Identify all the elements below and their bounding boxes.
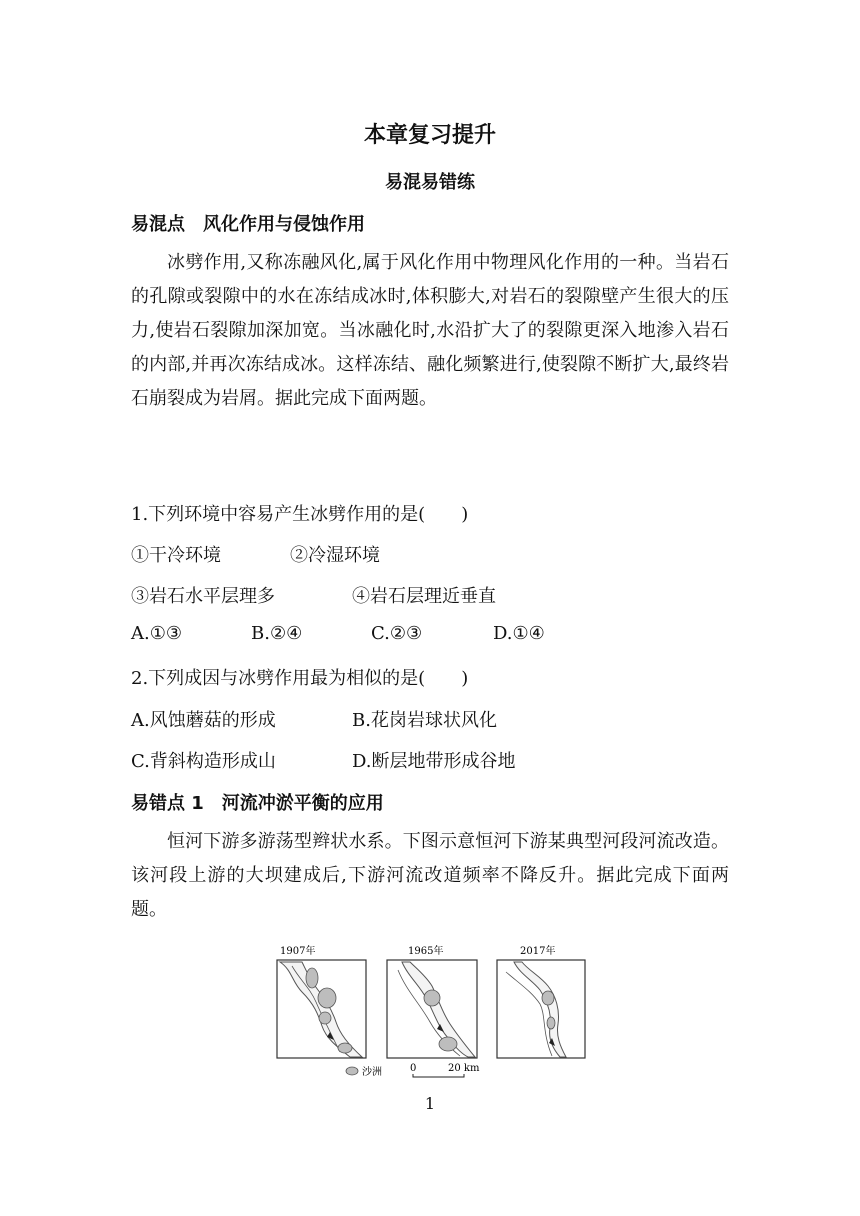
river-map-svg [270, 940, 590, 1080]
heading-text: 风化作用与侵蚀作用 [203, 214, 365, 235]
map-panel-2017 [497, 960, 585, 1058]
heading-label: 易错点 1 [131, 793, 204, 814]
ganges-paragraph: 恒河下游多游荡型辫状水系。下图示意恒河下游某典型河段河流改造。该河段上游的大坝建成后,下游河流改道频率不降反升。据此完成下面两题。 [131, 831, 729, 920]
q1-option-a: A.①③ [131, 623, 182, 644]
confusion-point-heading [131, 210, 365, 236]
panel-label-2017: 2017年 [520, 946, 556, 957]
question-1-stem: 1.下列环境中容易产生冰劈作用的是( ) [131, 504, 469, 525]
page-number: 1 [424, 1094, 436, 1113]
heading-label: 易混点 [131, 214, 185, 235]
q1-item-3: ③岩石水平层理多 [131, 586, 275, 607]
q2-option-d: D.断层地带形成谷地 [352, 751, 516, 772]
q1-option-d: D.①④ [493, 623, 545, 644]
scale-end: 20 km [448, 1063, 480, 1074]
sandbar-legend-icon [346, 1067, 358, 1075]
q2-option-c: C.背斜构造形成山 [131, 751, 276, 772]
q1-item-1: ①干冷环境 [131, 545, 221, 566]
river-change-figure [270, 940, 590, 1080]
section-subtitle: 易混易错练 [385, 172, 475, 193]
panel-label-1907: 1907年 [280, 946, 316, 957]
legend-label: 沙洲 [362, 1067, 382, 1078]
heading-text: 河流冲淤平衡的应用 [221, 793, 384, 814]
map-panel-1965 [387, 960, 477, 1058]
q1-option-b: B.②④ [251, 623, 303, 644]
q2-option-b: B.花岗岩球状风化 [352, 710, 497, 731]
scale-start: 0 [410, 1063, 417, 1074]
scale-bar [413, 1074, 464, 1077]
q1-item-4: ④岩石层理近垂直 [352, 586, 496, 607]
map-panel-1907 [277, 960, 366, 1058]
question-2-stem: 2.下列成因与冰劈作用最为相似的是( ) [131, 668, 469, 689]
q2-option-a: A.风蚀蘑菇的形成 [131, 710, 276, 731]
passage-paragraph: 冰劈作用,又称冻融风化,属于风化作用中物理风化作用的一种。当岩石的孔隙或裂隙中的水在冻结成冰时,体积膨大,对岩石的裂隙壁产生很大的压力,使岩石裂隙加深加宽。当冰融化时,水沿扩大了的裂隙更深入地渗入岩石的内部,并再次冻结成冰。这样冻结、融化频繁进行,使裂隙不断扩大,最终岩石崩裂成为岩屑。据此完成下面两题。 [131, 252, 729, 409]
error-point-heading [131, 789, 384, 815]
panel-label-1965: 1965年 [408, 946, 444, 957]
q1-option-c: C.②③ [371, 623, 423, 644]
chapter-title: 本章复习提升 [363, 123, 496, 148]
q1-item-2: ②冷湿环境 [290, 545, 380, 566]
